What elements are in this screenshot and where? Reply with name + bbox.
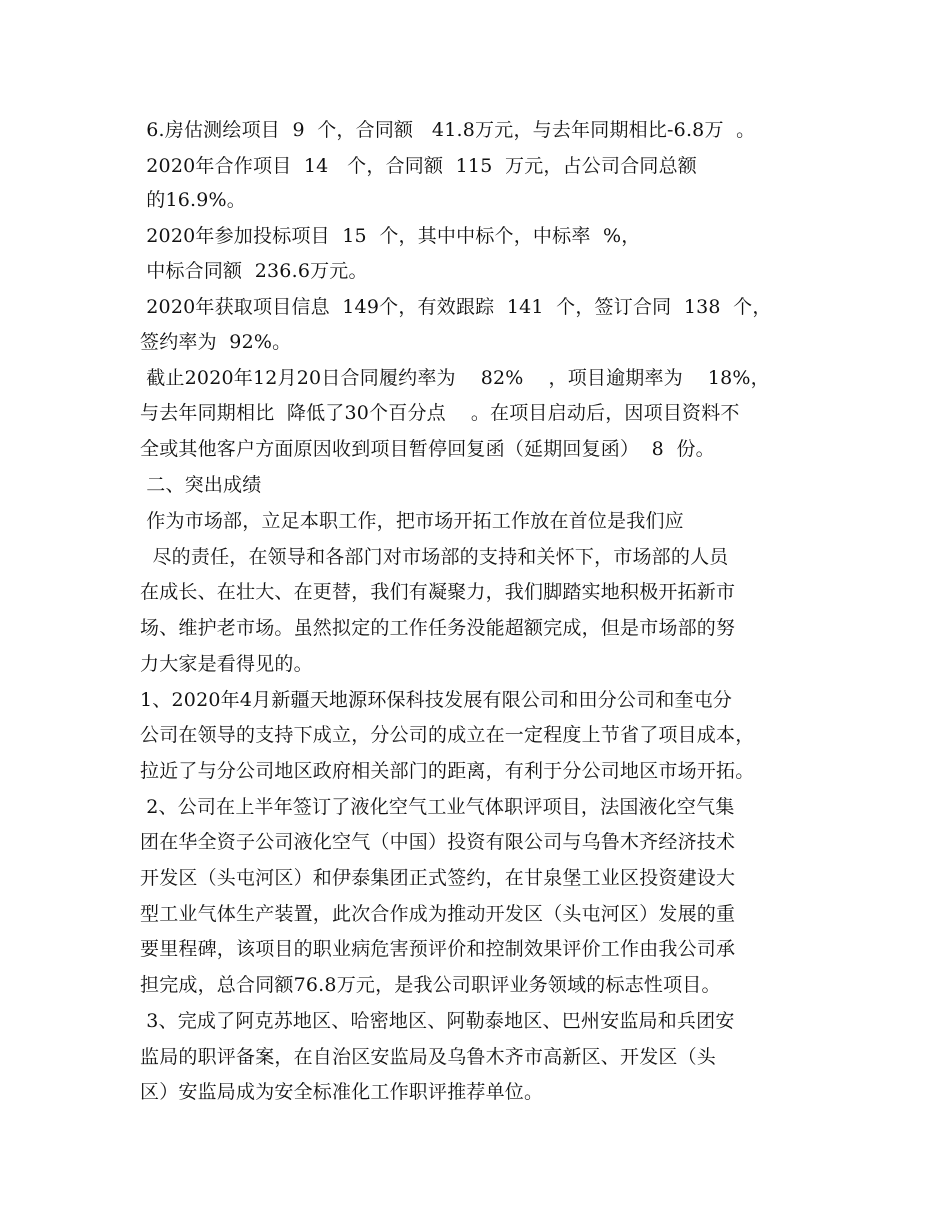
text-line: 团在华全资子公司液化空气（中国）投资有限公司与乌鲁木齐经济技术 xyxy=(140,831,736,853)
text-line: 1、2020年4月新疆天地源环保科技发展有限公司和田分公司和奎屯分 xyxy=(140,689,733,711)
text-line: 全或其他客户方面原因收到项目暂停回复函（延期回复函） 8 份。 xyxy=(140,438,715,460)
text-line: 担完成，总合同额76.8万元，是我公司职评业务领域的标志性项目。 xyxy=(140,974,721,996)
text-line: 中标合同额 236.6万元。 xyxy=(140,260,368,282)
text-line: 6.房估测绘项目 9 个，合同额 41.8万元，与去年同期相比-6.8万 。 xyxy=(140,119,756,141)
text-line: 要里程碑，该项目的职业病危害预评价和控制效果评价工作由我公司承 xyxy=(140,938,736,960)
text-line: 与去年同期相比 降低了30个百分点 。在项目启动后，因项目资料不 xyxy=(140,402,740,424)
text-line: 2020年参加投标项目 15 个，其中中标个，中标率 %， xyxy=(140,225,641,247)
text-line: 3、完成了阿克苏地区、哈密地区、阿勒泰地区、巴州安监局和兵团安 xyxy=(140,1010,735,1032)
text-line: 的16.9%。 xyxy=(140,189,246,211)
text-line: 区）安监局成为安全标准化工作职评推荐单位。 xyxy=(140,1081,544,1103)
text-line: 开发区（头屯河区）和伊泰集团正式签约，在甘泉堡工业区投资建设大 xyxy=(140,867,736,889)
text-line: 尽的责任，在领导和各部门对市场部的支持和关怀下，市场部的人员 xyxy=(140,546,729,568)
text-line: 2、公司在上半年签订了液化空气工业气体职评项目，法国液化空气集 xyxy=(140,796,735,818)
text-line: 监局的职评备案，在自治区安监局及乌鲁木齐市高新区、开发区（头 xyxy=(140,1046,717,1068)
text-line: 拉近了与分公司地区政府相关部门的距离，有利于分公司地区市场开拓。 xyxy=(140,760,755,782)
text-line: 在成长、在壮大、在更替，我们有凝聚力，我们脚踏实地积极开拓新市 xyxy=(140,581,736,603)
text-line: 公司在领导的支持下成立，分公司的成立在一定程度上节省了项目成本， xyxy=(140,724,755,746)
text-line: 截止2020年12月20日合同履约率为 82% ，项目逾期率为 18%， xyxy=(140,367,770,389)
text-line: 作为市场部，立足本职工作，把市场开拓工作放在首位是我们应 xyxy=(140,510,684,532)
section-heading: 二、突出成绩 xyxy=(140,474,262,496)
text-line: 2020年获取项目信息 149个，有效跟踪 141 个，签订合同 138 个， xyxy=(140,296,772,318)
text-line: 力大家是看得见的。 xyxy=(140,653,313,675)
text-line: 2020年合作项目 14 个，合同额 115 万元，占公司合同总额 xyxy=(140,155,697,177)
text-line: 型工业气体生产装置，此次合作成为推动开发区（头屯河区）发展的重 xyxy=(140,903,736,925)
text-line: 签约率为 92%。 xyxy=(140,331,292,353)
text-line: 场、维护老市场。虽然拟定的工作任务没能超额完成，但是市场部的努 xyxy=(140,617,736,639)
